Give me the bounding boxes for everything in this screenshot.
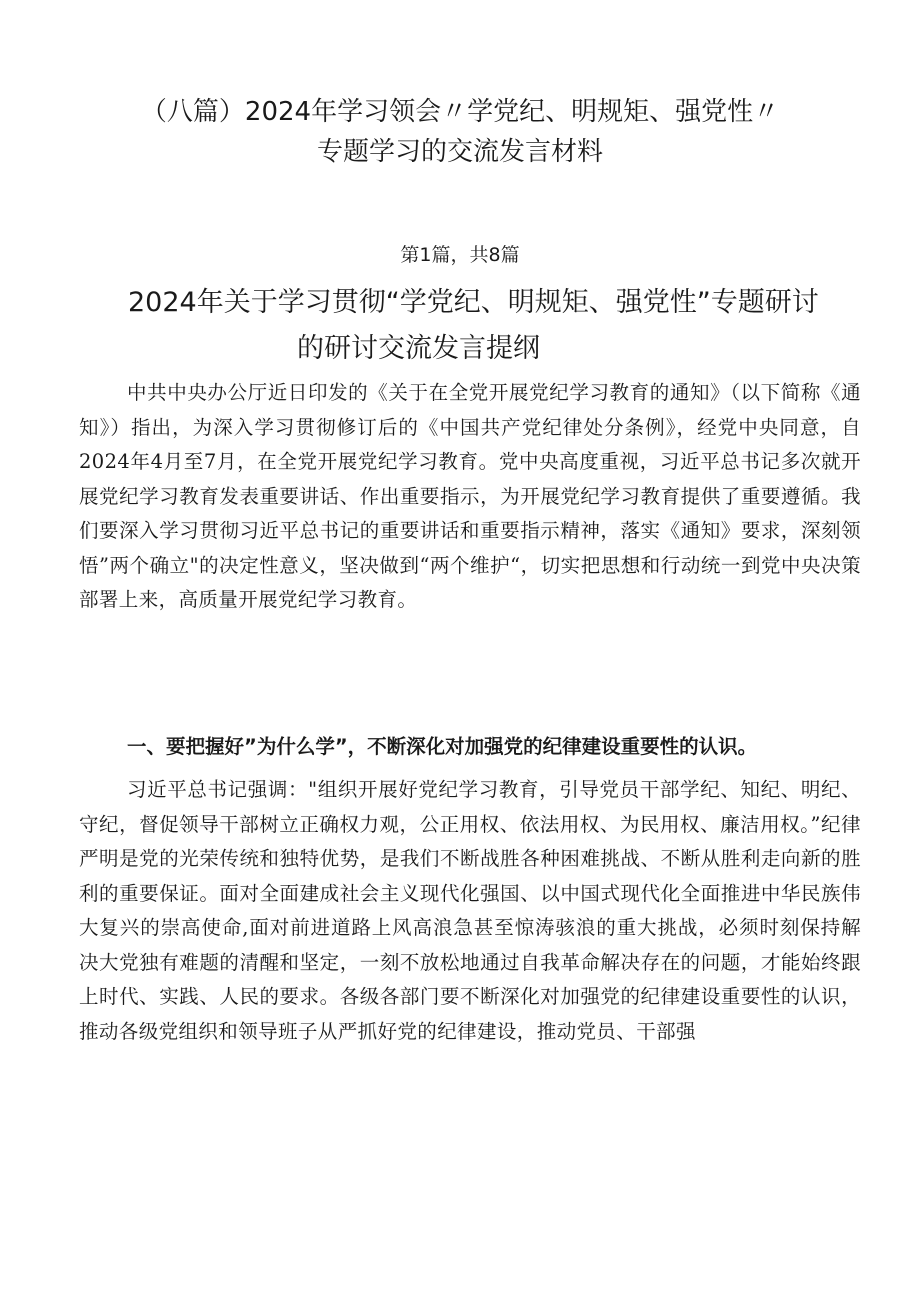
- part-indicator: 第1篇，共8篇: [400, 244, 520, 266]
- section-heading-1: 一、要把握好”为什么学”，不断深化对加强党的纪律建设重要性的认识。: [127, 735, 758, 758]
- body-paragraph-2: 习近平总书记强调："组织开展好党纪学习教育，引导党员干部学纪、知纪、明纪、守纪，督促领导干部树立正确权力观，公正用权、依法用权、为民用权、廉洁用权。”纪律严明是党的光荣传统和独特优势，是我们不断战胜各种困难挑战、不断从胜利走向新的胜利的重要保证。面对全面建成社会主义现代化强国、以中国式现代化全面推进中华民族伟大复兴的崇高使命,面对前进道路上风高浪急甚至惊涛骇浪的重大挑战，必须时刻保持解决大党独有难题的清醒和坚定，一刻不放松地通过自我革命解决存在的问题，才能始终跟上时代、实践、人民的要求。各级各部门要不断深化对加强党的纪律建设重要性的认识，推动各级党组织和领导班子从严抓好党的纪律建设，推动党员、干部强: [79, 778, 861, 1043]
- article-title-line-2: 的研讨交流发言提纲: [297, 333, 540, 364]
- document-title-line-2: 专题学习的交流发言材料: [316, 137, 603, 167]
- document-title-line-1: （八篇）2024年学习领会〃学党纪、明规矩、强党性〃: [140, 97, 780, 127]
- body-paragraph-1: 中共中央办公厅近日印发的《关于在全党开展党纪学习教育的通知》（以下简称《通知》）指出，为深入学习贯彻修订后的《中国共产党纪律处分条例》，经党中央同意，自2024年4月至7月，在全党开展党纪学习教育。党中央高度重视，习近平总书记多次就开展党纪学习教育发表重要讲话、作出重要指示，为开展党纪学习教育提供了重要遵循。我们要深入学习贯彻习近平总书记的重要讲话和重要指示精神，落实《通知》要求，深刻领悟”两个确立"的决定性意义，坚决做到“两个维护“，切实把思想和行动统一到党中央决策部署上来，高质量开展党纪学习教育。: [79, 381, 861, 611]
- article-title-line-1: 2024年关于学习贯彻“学党纪、明规矩、强党性”专题研讨: [128, 287, 819, 318]
